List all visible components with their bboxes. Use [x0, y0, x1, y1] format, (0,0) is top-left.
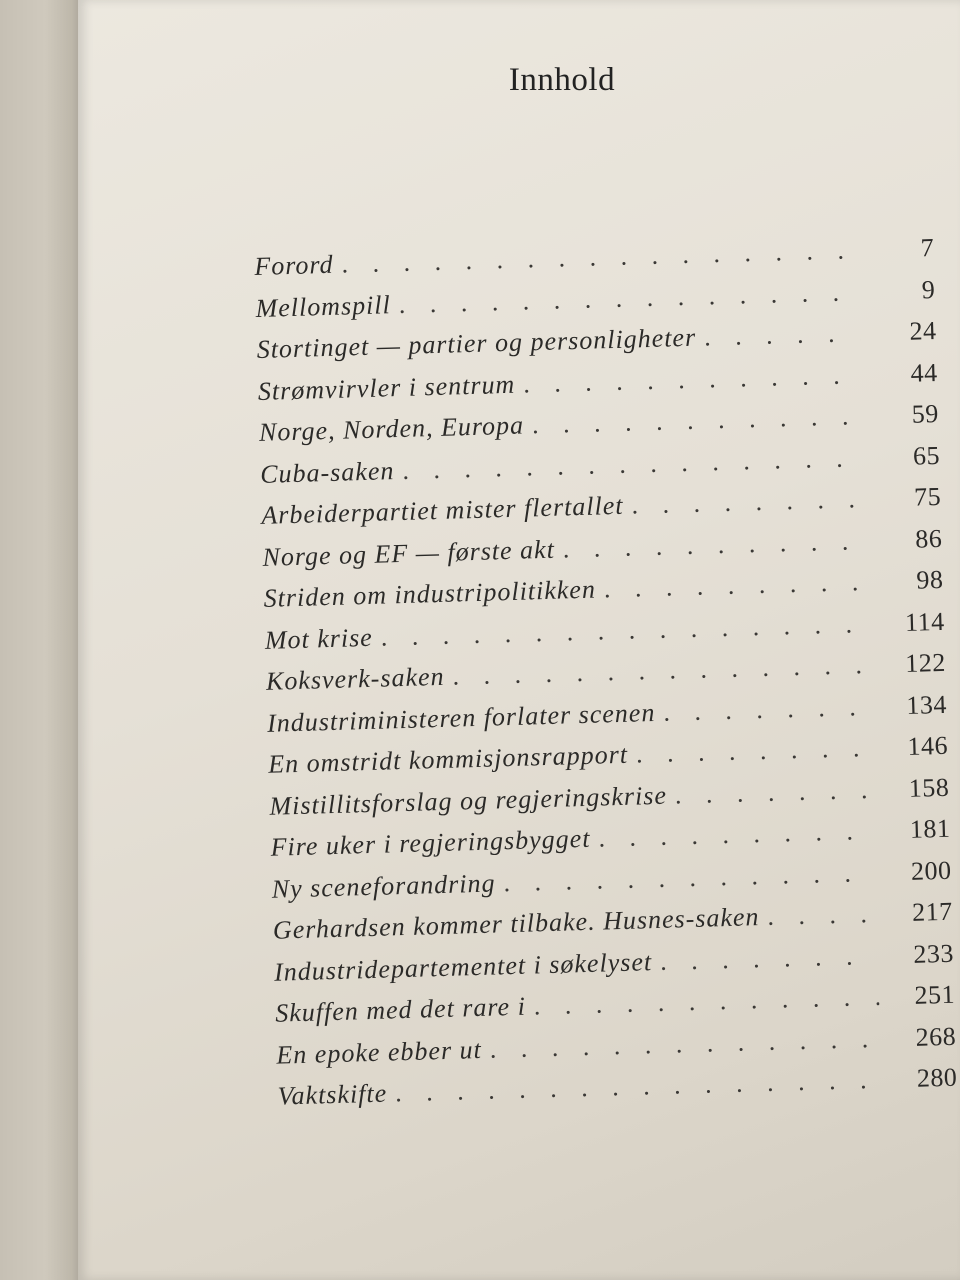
toc-entry-title: Gerhardsen kommer tilbake. Husnes-saken	[272, 902, 760, 945]
toc-entry-page-number: 217	[911, 896, 954, 927]
toc-entry-title: Mellomspill	[255, 289, 392, 323]
dot-leader	[631, 484, 865, 521]
toc-entry-title: Norge, Norden, Europa	[258, 410, 525, 447]
toc-entry-page-number: 200	[910, 855, 952, 886]
dot-leader	[675, 774, 874, 810]
toc-entry-title: Industridepartementet i søkelyset	[273, 946, 653, 987]
dot-leader	[598, 816, 875, 854]
dot-leader	[636, 733, 873, 770]
toc-entry-title: En omstridt kommisjonsrapport	[267, 739, 629, 779]
toc-entry-page-number: 65	[912, 440, 941, 471]
dot-leader	[663, 691, 871, 727]
toc-entry-page-number: 98	[916, 564, 944, 595]
toc-entry-title: Industriministeren forlater scenen	[266, 697, 656, 738]
toc-entry-page-number: 75	[913, 481, 942, 512]
dot-leader	[704, 318, 861, 352]
toc-entry-title: Cuba-saken	[259, 455, 395, 489]
toc-entry-title: Mot krise	[264, 622, 374, 655]
toc-entry-page-number: 86	[914, 523, 943, 554]
toc-entry-page-number: 146	[907, 730, 949, 761]
toc-entry-title: Forord	[254, 249, 334, 281]
toc-entry-title: Fire uker i regjeringsbygget	[270, 823, 591, 862]
table-of-contents	[254, 233, 958, 1123]
dot-leader	[603, 567, 867, 604]
toc-entry-title: Striden om industripolitikken	[263, 574, 597, 613]
toc-entry-page-number: 268	[915, 1021, 957, 1052]
toc-entry-page-number: 44	[910, 357, 939, 388]
toc-entry-page-number: 280	[916, 1062, 958, 1093]
toc-entry-page-number: 233	[912, 938, 955, 969]
toc-entry-page-number: 9	[921, 274, 936, 304]
toc-entry-page-number: 181	[909, 813, 951, 844]
toc-entry-page-number: 122	[904, 647, 947, 678]
toc-entry-page-number: 134	[905, 689, 948, 720]
toc-entry-page-number: 24	[909, 315, 937, 346]
toc-entry-title: Ny sceneforandring	[271, 868, 496, 904]
dot-leader	[660, 940, 879, 976]
toc-entry-title: Mistillitsforslag og regjeringskrise	[269, 780, 668, 821]
toc-entry-title: Strømvirvler i sentrum	[257, 369, 516, 406]
toc-entry-title: Stortinget — partier og personligheter	[256, 322, 697, 364]
toc-entry-title: Vaktskifte	[277, 1078, 388, 1111]
toc-entry-page-number: 7	[920, 233, 935, 263]
toc-entry-page-number: 251	[914, 979, 956, 1010]
toc-entry-page-number: 158	[908, 772, 950, 803]
toc-entry-title: Koksverk-saken	[265, 661, 445, 696]
dot-leader	[767, 899, 877, 932]
page-title: Innhold	[508, 62, 616, 98]
toc-entry-title: Norge og EF — første akt	[262, 534, 556, 572]
toc-entry-title: Arbeiderpartiet mister flertallet	[260, 490, 624, 530]
toc-entry-page-number: 59	[911, 398, 940, 429]
toc-entry-title: En epoke ebber ut	[276, 1034, 483, 1070]
book-gutter	[0, 0, 82, 1280]
toc-entry-page-number: 114	[904, 606, 945, 637]
toc-entry-title: Skuffen med det rare i	[274, 991, 527, 1028]
